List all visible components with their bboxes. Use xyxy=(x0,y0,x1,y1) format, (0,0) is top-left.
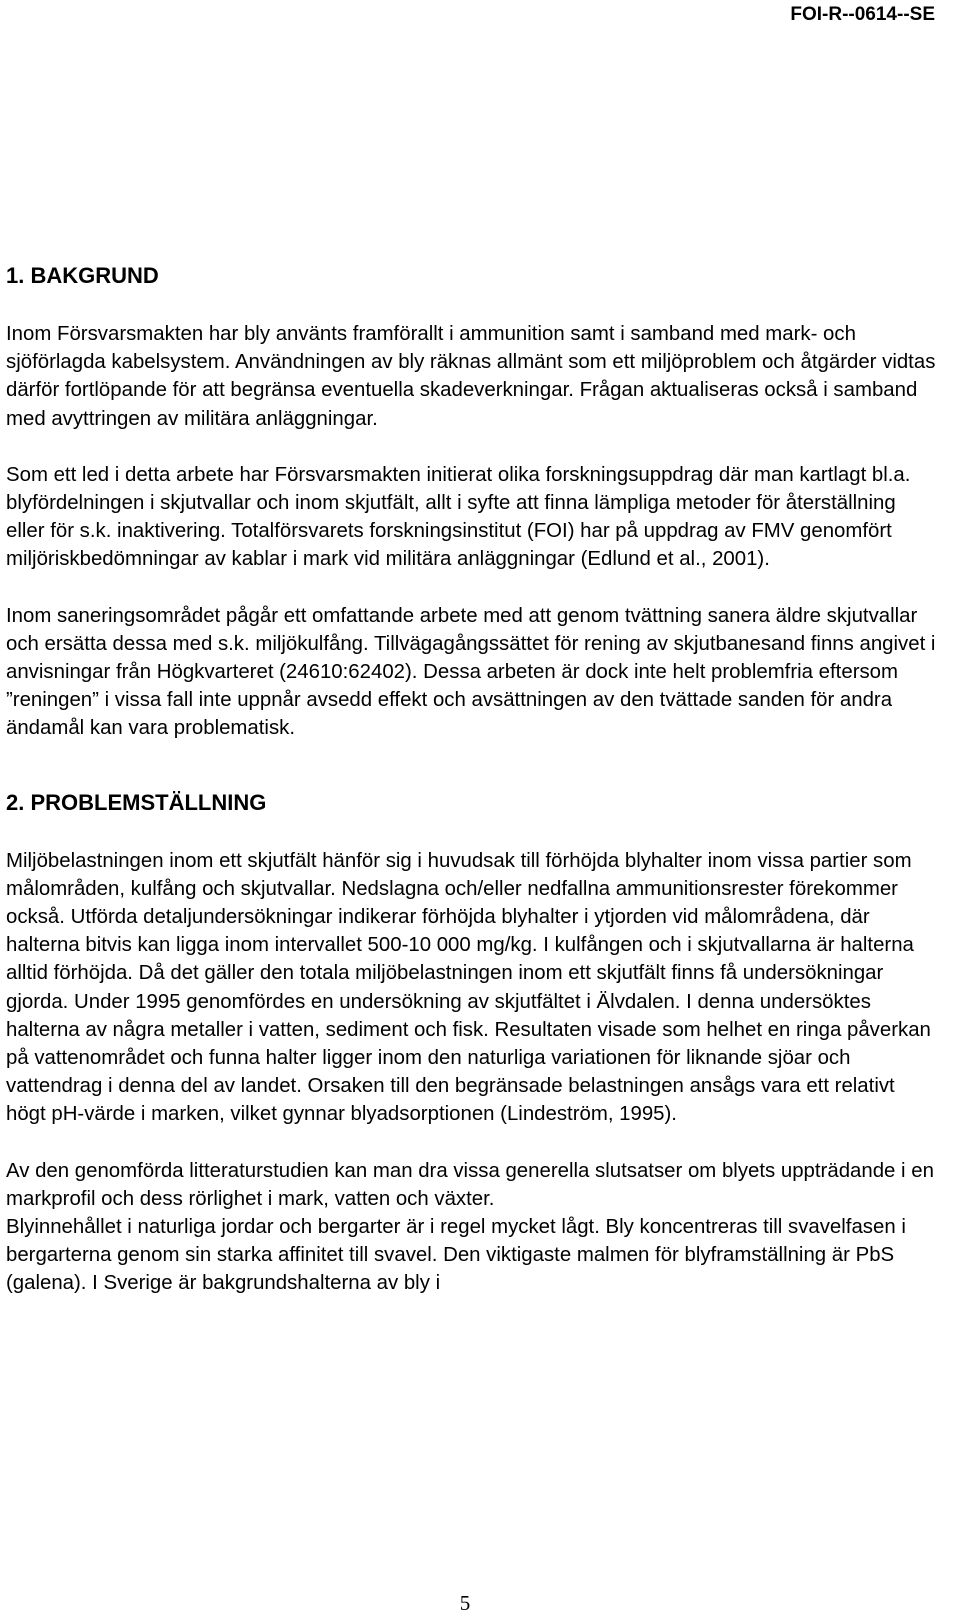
section-heading-problemstallning: 2. PROBLEMSTÄLLNING xyxy=(6,789,267,815)
section-heading-bakgrund: 1. BAKGRUND xyxy=(6,263,159,288)
page-number: 5 xyxy=(459,1591,471,1615)
paragraph: Miljöbelastningen inom ett skjutfält hänför sig i huvudsak till förhöjda blyhalter inom vissa partier som målområden, kulfång och skjutvallar. Nedslagna och/eller nedfallna ammunitionsrester förekommer också. Utförda detaljundersökningar indikerar förhöjda blyhalter i ytjorden vid målområdena, där halterna bitvis kan ligga inom intervallet 500-10 000 mg/kg. I kulfången och i skjutvallarna är halterna alltid förhöjda. Då det gäller den totala miljöbelastningen inom ett skjutfält finns få undersökningar gjorda. Under 1995 genomfördes en undersökning av skjutfältet i Älvdalen. I denna undersöktes halterna av några metaller i vatten, sediment och fisk. Resultaten visade som helhet en ringa påverkan på vattenområdet och funna halter ligger inom den naturliga variationen för liknande sjöar och vattendrag i denna del av landet. Orsaken till den begränsade belastningen ansågs vara ett relativt högt pH-värde i marken, vilket gynnar blyadsorptionen (Lindeström, 1995). xyxy=(6,849,931,1126)
paragraph: Blyinnehållet i naturliga jordar och bergarter är i regel mycket lågt. Bly koncentreras till svavelfasen i bergarterna genom sin starka affinitet till svavel. Den viktigaste malmen för blyframställning är PbS (galena). I Sverige är bakgrundshalterna av bly i xyxy=(6,1216,906,1295)
document-id: FOI-R--0614--SE xyxy=(790,4,935,25)
document-body xyxy=(6,262,936,1298)
paragraph: Inom saneringsområdet pågår ett omfattande arbete med att genom tvättning sanera äldre skjutvallar och ersätta dessa med s.k. miljökulfång. Tillvägagångssättet för rening av skjutbanesand finns angivet i anvisningar från Högkvarteret (24610:62402). Dessa arbeten är dock inte helt problemfria eftersom ”reningen” i vissa fall inte uppnår avsedd effekt och avsättningen av den tvättade sanden för andra ändamål kan vara problematisk. xyxy=(6,604,936,740)
paragraph: Som ett led i detta arbete har Försvarsmakten initierat olika forskningsuppdrag där man kartlagt bl.a. blyfördelningen i skjutvallar och inom skjutfält, allt i syfte att finna lämpliga metoder för återställning eller för s.k. inaktivering. Totalförsvarets forskningsinstitut (FOI) har på uppdrag av FMV genomfört miljöriskbedömningar av kablar i mark vid militära anläggningar (Edlund et al., 2001). xyxy=(6,463,911,571)
paragraph: Inom Försvarsmakten har bly använts framförallt i ammunition samt i samband med mark- och sjöförlagda kabelsystem. Användningen av bly räknas allmänt som ett miljöproblem och åtgärder vidtas därför fortlöpande för att begränsa eventuella skadeverkningar. Frågan aktualiseras också i samband med avyttringen av militära anläggningar. xyxy=(6,323,936,430)
paragraph: Av den genomförda litteraturstudien kan man dra vissa generella slutsatser om blyets uppträdande i en markprofil och dess rörlighet i mark, vatten och växter. xyxy=(6,1159,934,1210)
